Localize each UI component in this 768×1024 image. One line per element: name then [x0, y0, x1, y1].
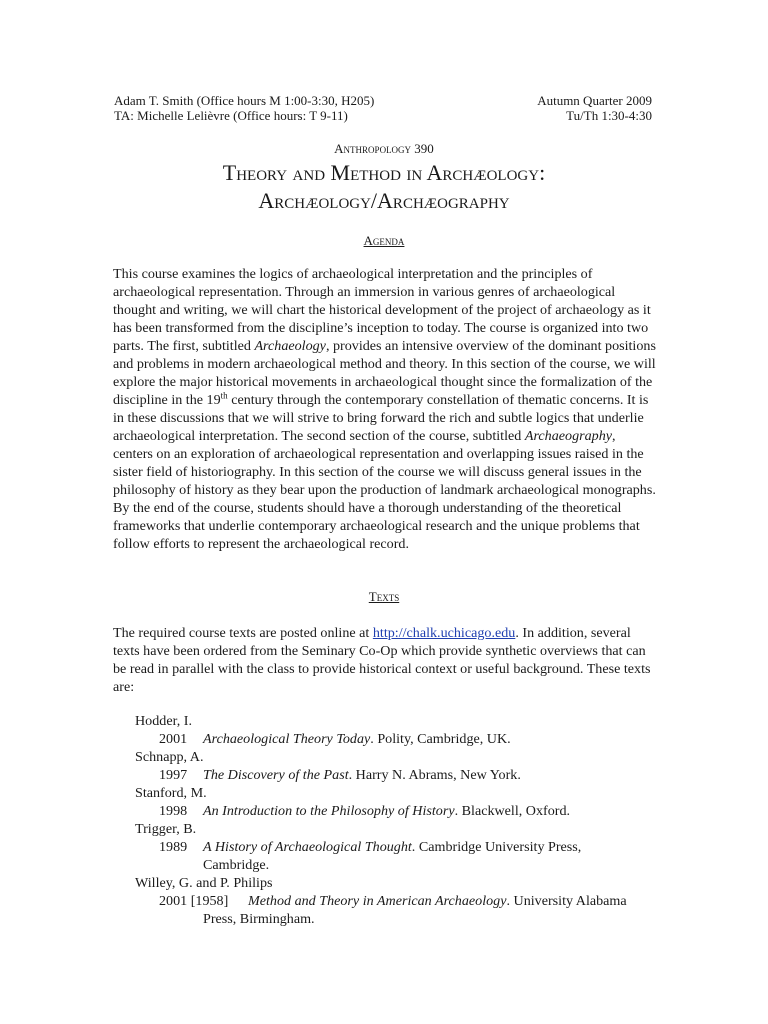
- agenda-em-archaeology: Archaeology: [254, 338, 326, 354]
- instructor-line: Adam T. Smith (Office hours M 1:00-3:30, H205): [114, 93, 375, 108]
- quarter-line: Autumn Quarter 2009: [537, 93, 652, 108]
- schedule-line: Tu/Th 1:30-4:30: [566, 108, 652, 123]
- bib-citation: [135, 730, 665, 748]
- agenda-paragraph: [113, 265, 658, 553]
- agenda-superscript: th: [220, 390, 228, 401]
- bib-entry: [135, 712, 665, 748]
- bib-entry: [135, 748, 665, 784]
- texts-paragraph: [113, 624, 658, 696]
- bib-publisher: . Harry N. Abrams, New York.: [348, 767, 521, 783]
- bib-year: 2001: [159, 731, 188, 747]
- ta-line: TA: Michelle Lelièvre (Office hours: T 9-11): [114, 108, 348, 123]
- bib-year: 1997: [159, 767, 188, 783]
- bib-author: Schnapp, A.: [135, 749, 204, 765]
- agenda-text-c: century through the contemporary constellation of thematic concerns. It is in these discussions that we will strive to bring forward the rich and subtle logics that underlie archaeological interpretation. The second section of the course, subtitled: [113, 392, 649, 444]
- agenda-heading: Agenda: [363, 233, 405, 248]
- bib-entry: [135, 784, 665, 820]
- agenda-em-archaeography: Archaeography: [524, 428, 612, 444]
- texts-text-b: . In addition, several texts have been ordered from the Seminary Co-Op which provide synthetic overviews that can be read in parallel with the class to provide historical context or useful background. These texts are:: [113, 625, 651, 695]
- bib-publisher: . Polity, Cambridge, UK.: [370, 731, 511, 747]
- agenda-text-d: , centers on an exploration of archaeological representation and overlapping issues raised in the sister field of historiography. In this section of the course we will discuss general issues in the philosophy of history as they bear upon the production of landmark archaeological monographs. By the end of the course, students should have a thorough understanding of the theoretical frameworks that underlie contemporary archaeological research and the unique problems that follow efforts to represent the archaeological record.: [113, 428, 656, 552]
- bib-author: Hodder, I.: [135, 713, 192, 729]
- bib-entry: [135, 820, 665, 874]
- bib-title: The Discovery of the Past: [203, 767, 349, 783]
- bib-publisher: . University Alabama: [506, 893, 627, 909]
- bib-continuation: Press, Birmingham.: [203, 911, 315, 927]
- bib-title: Archaeological Theory Today: [203, 731, 371, 747]
- bib-year: 2001 [1958]: [159, 893, 229, 909]
- bib-title: An Introduction to the Philosophy of History: [203, 803, 455, 819]
- bib-title: A History of Archaeological Thought: [203, 839, 412, 855]
- agenda-text-b: , provides an intensive overview of the dominant positions and problems in modern archaeological method and theory. In this section of the course, we will explore the major historical movements in archaeological thought since the formalization of the discipline in the 19: [113, 338, 656, 408]
- bib-year: 1998: [159, 803, 188, 819]
- bib-year: 1989: [159, 839, 188, 855]
- bib-citation: [135, 766, 665, 784]
- course-title-line2: Archæology/Archæography: [258, 188, 510, 213]
- course-title-line1: Theory and Method in Archæology:: [222, 160, 546, 185]
- bib-publisher: . Blackwell, Oxford.: [454, 803, 571, 819]
- texts-heading: Texts: [368, 589, 400, 604]
- bib-citation: [135, 892, 665, 910]
- bib-entry: [135, 874, 665, 928]
- header-right: [537, 93, 652, 123]
- bib-citation: [135, 802, 665, 820]
- bib-citation: [135, 838, 665, 856]
- course-number: Anthropology 390: [334, 141, 434, 156]
- bib-continuation: Cambridge.: [203, 857, 270, 873]
- bib-author: Stanford, M.: [135, 785, 207, 801]
- bib-author: Willey, G. and P. Philips: [135, 875, 273, 891]
- bib-publisher: . Cambridge University Press,: [411, 839, 582, 855]
- bib-author: Trigger, B.: [135, 821, 197, 837]
- texts-text-a: The required course texts are posted online at: [113, 625, 373, 641]
- bib-title: Method and Theory in American Archaeology: [248, 893, 507, 909]
- chalk-link[interactable]: http://chalk.uchicago.edu: [372, 625, 516, 641]
- header-left: [114, 93, 374, 123]
- bibliography-list: [135, 712, 665, 928]
- agenda-text-a: This course examines the logics of archaeological interpretation and the principles of archaeological representation. Through an immersion in various genres of archaeological thought and writing, we will chart the historical development of the project of archaeology as it has been transformed from the discipline’s inception to today. The course is organized into two parts. The first, subtitled: [113, 266, 651, 354]
